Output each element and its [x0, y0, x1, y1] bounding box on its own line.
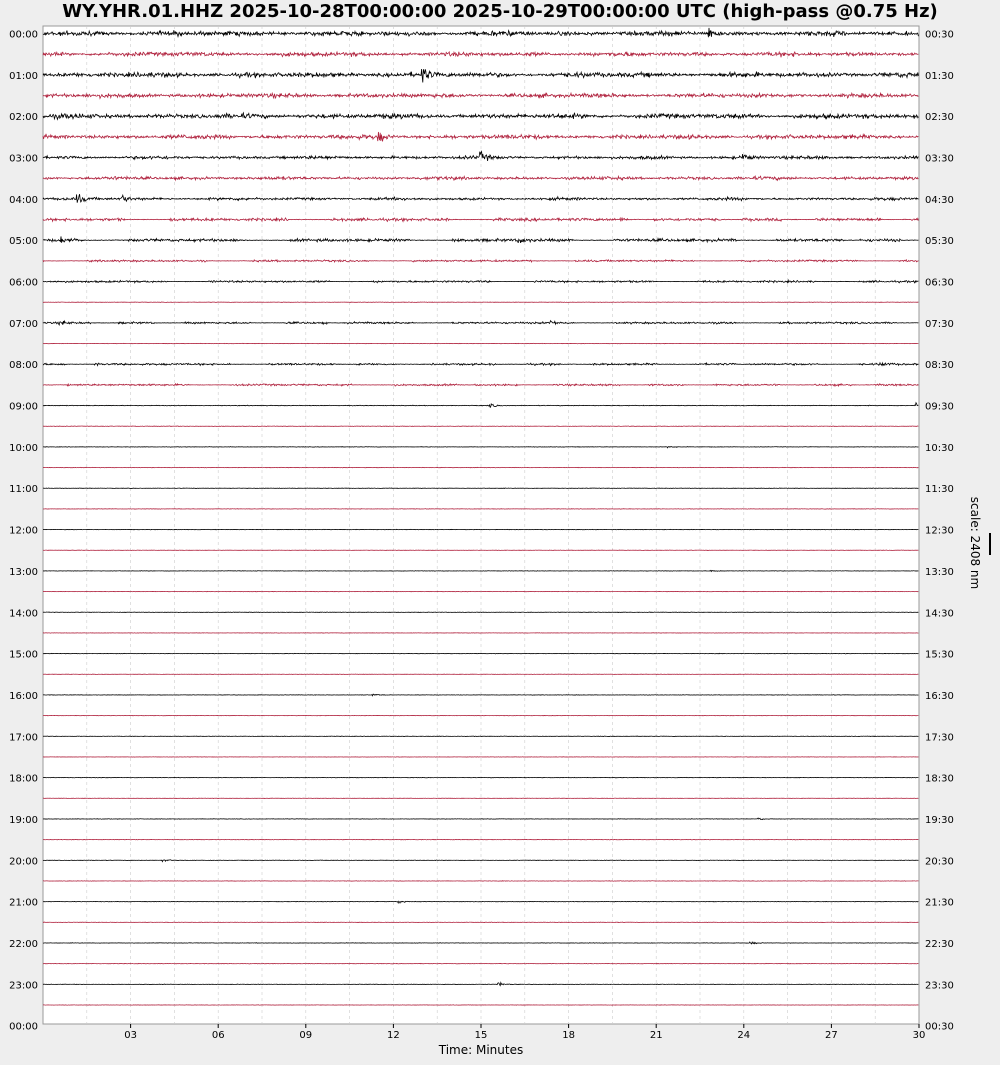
- left-time-label: 00:00: [9, 29, 38, 41]
- x-tick-label: 15: [474, 1030, 488, 1041]
- left-time-label: 16:00: [9, 690, 38, 702]
- right-time-label: 04:30: [925, 194, 954, 206]
- right-time-label: 07:30: [925, 318, 954, 330]
- right-time-label: 08:30: [925, 360, 954, 372]
- x-tick-label: 18: [562, 1030, 575, 1041]
- right-time-label: 12:30: [925, 525, 954, 537]
- x-tick-label: 24: [737, 1030, 751, 1041]
- right-time-label: 06:30: [925, 277, 954, 289]
- right-time-labels: [925, 30, 954, 1033]
- right-time-label: 18:30: [925, 773, 954, 785]
- trace-line: [43, 922, 918, 923]
- right-time-label: 14:30: [925, 608, 954, 620]
- trace-line: [43, 343, 918, 344]
- left-time-label: 20:00: [9, 856, 38, 868]
- left-time-label: 08:00: [9, 360, 38, 372]
- x-tick-label: 03: [124, 1030, 137, 1041]
- left-time-label: 14:00: [9, 608, 38, 620]
- trace-line: [43, 302, 918, 303]
- left-time-labels: [9, 30, 38, 1033]
- right-time-label: 15:30: [925, 649, 954, 661]
- left-time-label: 05:00: [9, 236, 38, 248]
- left-time-label: 07:00: [9, 318, 38, 330]
- trace-line: [43, 426, 918, 427]
- x-tick-label: 21: [649, 1030, 663, 1041]
- left-time-label: 21:00: [9, 897, 38, 909]
- trace-line: [43, 529, 918, 530]
- trace-line: [43, 467, 918, 468]
- right-time-label: 23:30: [925, 980, 954, 992]
- right-time-label: 13:30: [925, 566, 954, 578]
- left-time-label: 12:00: [9, 525, 38, 537]
- right-time-label: 03:30: [925, 153, 954, 165]
- trace-line: [43, 736, 918, 737]
- trace-line: [43, 839, 918, 840]
- trace-line: [43, 653, 918, 654]
- x-axis-label: Time: Minutes: [438, 1043, 524, 1057]
- right-time-label: 01:30: [925, 70, 954, 82]
- right-time-label: 17:30: [925, 732, 954, 744]
- right-time-label: 21:30: [925, 897, 954, 909]
- left-time-label: 01:00: [9, 70, 38, 82]
- x-tick-label: 09: [299, 1030, 313, 1041]
- right-time-label: 20:30: [925, 856, 954, 868]
- x-tick-label: 30: [912, 1030, 926, 1041]
- left-time-label: 19:00: [9, 814, 38, 826]
- left-time-label: 15:00: [9, 649, 38, 661]
- right-time-label: 16:30: [925, 690, 954, 702]
- left-time-label: 23:00: [9, 980, 38, 992]
- left-time-label: 22:00: [9, 938, 38, 950]
- left-time-label: 03:00: [9, 153, 38, 165]
- left-time-label: 17:00: [9, 732, 38, 744]
- right-time-label: 02:30: [925, 112, 954, 124]
- left-time-label: 11:00: [9, 484, 38, 496]
- x-tick-label: 27: [825, 1030, 838, 1041]
- x-tick-label: 06: [211, 1030, 225, 1041]
- right-time-label: 11:30: [925, 484, 954, 496]
- right-time-label: 05:30: [925, 236, 954, 248]
- right-time-label: 10:30: [925, 442, 954, 454]
- trace-line: [43, 881, 918, 882]
- left-time-label: 10:00: [9, 442, 38, 454]
- scale-label: scale: 2408 nm: [968, 496, 982, 590]
- trace-line: [43, 612, 918, 613]
- left-time-label: 18:00: [9, 773, 38, 785]
- chart-title: WY.YHR.01.HHZ 2025-10-28T00:00:00 2025-10-29T00:00:00 UTC (high-pass @0.75 Hz): [62, 1, 938, 22]
- right-time-label: 09:30: [925, 401, 954, 413]
- x-axis-ticks: [124, 1024, 925, 1041]
- left-time-label: 09:00: [9, 401, 38, 413]
- right-time-label: 00:30: [925, 29, 954, 41]
- left-time-label: 00:00: [9, 1021, 38, 1033]
- left-time-label: 13:00: [9, 566, 38, 578]
- left-time-label: 06:00: [9, 277, 38, 289]
- trace-line: [43, 509, 918, 510]
- x-tick-label: 12: [387, 1030, 400, 1041]
- right-time-label: 22:30: [925, 938, 954, 950]
- left-time-label: 02:00: [9, 112, 38, 124]
- trace-line: [43, 963, 918, 964]
- left-time-label: 04:00: [9, 194, 38, 206]
- right-time-label: 00:30: [925, 1021, 954, 1033]
- right-time-label: 19:30: [925, 814, 954, 826]
- trace-line: [43, 777, 918, 778]
